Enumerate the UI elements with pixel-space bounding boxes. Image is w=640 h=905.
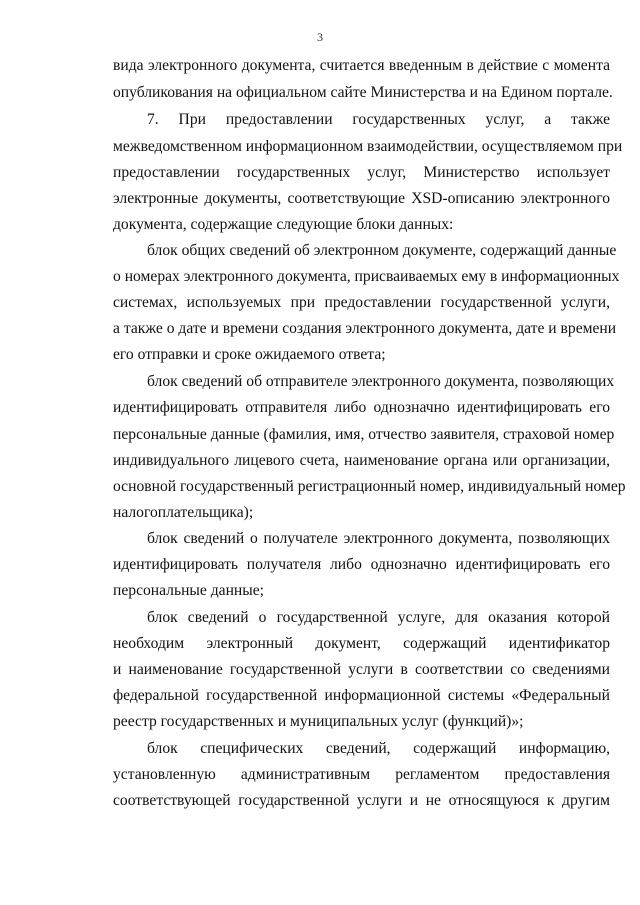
text-line: документа, содержащие следующие блоки данных: <box>113 216 454 233</box>
text-line: соответствующей государственной услуги и не относящуюся к другим <box>113 792 610 809</box>
text-line: опубликования на официальном сайте Министерства и на Едином портале. <box>113 84 613 101</box>
text-line: необходим электронный документ, содержащий идентификатор <box>113 635 610 652</box>
text-line: а также о дате и времени создания электронного документа, дате и времени <box>113 320 617 337</box>
text-line: его отправки и сроке ожидаемого ответа; <box>113 346 386 363</box>
text-line: основной государственный регистрационный номер, индивидуальный номер <box>113 478 626 495</box>
text-line: о номерах электронного документа, присваиваемых ему в информационных <box>113 268 620 285</box>
text-line: и наименование государственной услуги в соответствии со сведениями <box>113 661 610 678</box>
text-line: федеральной государственной информационной системы «Федеральный <box>113 687 610 704</box>
text-line: блок специфических сведений, содержащий информацию, <box>147 740 610 757</box>
text-line: установленную административным регламентом предоставления <box>113 766 610 783</box>
page-number: 3 <box>317 30 323 44</box>
text-line: 7. При предоставлении государственных услуг, а также <box>147 111 610 128</box>
text-line: идентифицировать отправителя либо однозначно идентифицировать его <box>113 399 610 416</box>
text-line: реестр государственных и муниципальных услуг (функций)»; <box>113 713 524 730</box>
text-line: индивидуального лицевого счета, наименование органа или организации, <box>113 452 610 469</box>
text-line: электронные документы, соответствующие XSD-описанию электронного <box>113 190 610 207</box>
text-line: идентифицировать получателя либо однозначно идентифицировать его <box>113 556 610 573</box>
text-line: блок общих сведений об электронном документе, содержащий данные <box>147 242 617 259</box>
text-line: предоставлении государственных услуг, Министерство использует <box>113 164 610 181</box>
text-line: налогоплательщика); <box>113 504 254 521</box>
text-line: персональные данные; <box>113 582 264 599</box>
text-line: вида электронного документа, считается введенным в действие с момента <box>113 57 610 74</box>
text-line: блок сведений о получателе электронного документа, позволяющих <box>147 530 610 547</box>
text-line: блок сведений об отправителе электронного документа, позволяющих <box>147 373 615 390</box>
text-line: блок сведений о государственной услуге, для оказания которой <box>147 609 610 626</box>
text-line: системах, используемых при предоставлении государственной услуги, <box>113 294 610 311</box>
text-line: межведомственном информационном взаимодействии, осуществляемом при <box>113 138 623 155</box>
text-line: персональные данные (фамилия, имя, отчество заявителя, страховой номер <box>113 426 615 443</box>
